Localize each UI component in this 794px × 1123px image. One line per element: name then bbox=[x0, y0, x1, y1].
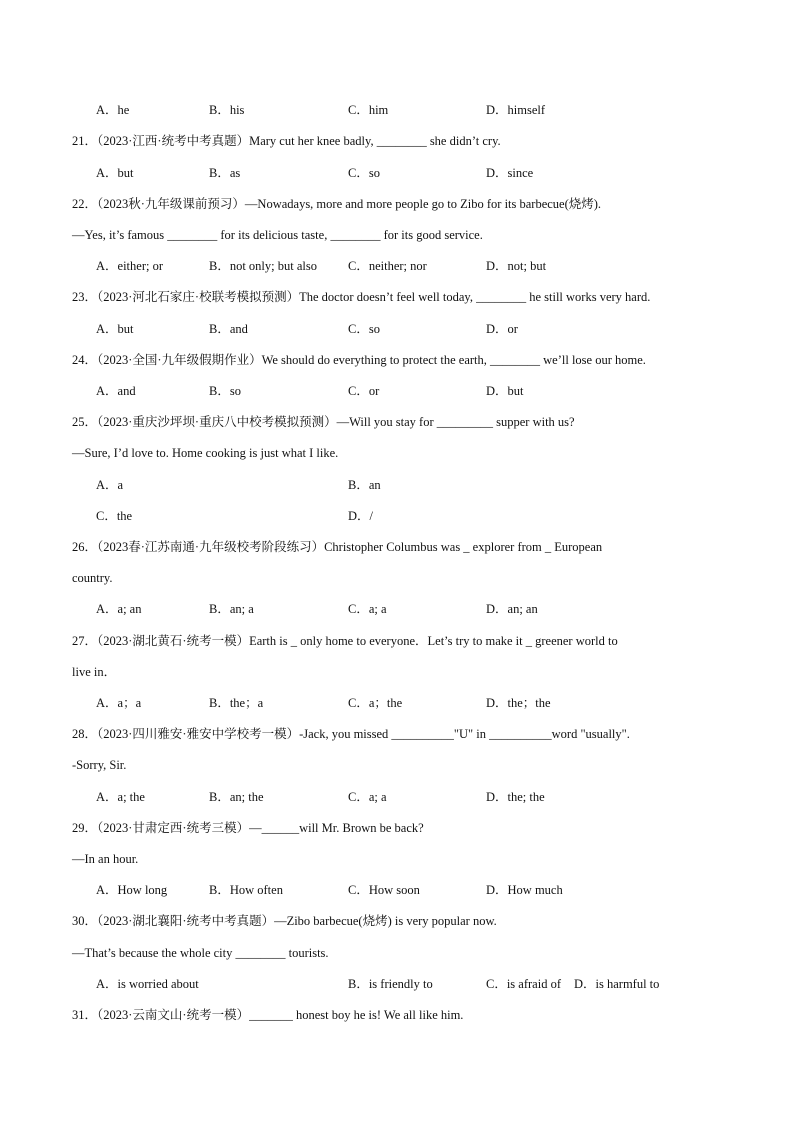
option-d: D．is harmful to bbox=[574, 977, 660, 991]
option-a: A．is worried about bbox=[96, 977, 199, 991]
question-30-reply: —That’s because the whole city ________ tourists. bbox=[72, 946, 329, 960]
option-d: D．not; but bbox=[486, 259, 547, 273]
option-c: C．is afraid of bbox=[486, 977, 561, 991]
option-b: B．an; a bbox=[209, 602, 254, 616]
option-d: D．How much bbox=[486, 883, 563, 897]
option-b: B．and bbox=[209, 322, 248, 336]
option-b: B．How often bbox=[209, 883, 283, 897]
option-d: D．an; an bbox=[486, 602, 538, 616]
option-d: D．himself bbox=[486, 103, 546, 117]
option-c: C．or bbox=[348, 384, 380, 398]
option-a: A．but bbox=[96, 166, 134, 180]
option-b: B．so bbox=[209, 384, 241, 398]
question-27-stem: 27．（2023·湖北黄石·统考一模）Earth is _ only home to everyone．Let’s try to make it _ greener world to bbox=[72, 634, 618, 648]
question-25-reply: —Sure, I’d love to. Home cooking is just what I like. bbox=[72, 446, 339, 460]
option-b: B．the；a bbox=[209, 696, 264, 710]
question-29-reply: —In an hour. bbox=[72, 852, 139, 866]
question-21-stem: 21．（2023·江西·统考中考真题）Mary cut her knee badly, ________ she didn’t cry. bbox=[72, 134, 501, 148]
option-a: A．a; an bbox=[96, 602, 142, 616]
option-c: C．neither; nor bbox=[348, 259, 427, 273]
option-c: C．so bbox=[348, 166, 380, 180]
option-a: A．a; the bbox=[96, 790, 145, 804]
question-26-stem-cont: country. bbox=[72, 571, 113, 585]
option-a: A．but bbox=[96, 322, 134, 336]
option-c: C．him bbox=[348, 103, 389, 117]
question-29-stem: 29．（2023·甘肃定西·统考三模）—______will Mr. Brown be back? bbox=[72, 821, 424, 835]
option-a: A．a bbox=[96, 478, 124, 492]
option-c: C．a; a bbox=[348, 790, 387, 804]
option-c: C．a；the bbox=[348, 696, 403, 710]
question-23-stem: 23．（2023·河北石家庄·校联考模拟预测）The doctor doesn’t feel well today, ________ he still works very hard. bbox=[72, 290, 651, 304]
question-28-reply: -Sorry, Sir. bbox=[72, 758, 127, 772]
option-b: B．as bbox=[209, 166, 241, 180]
option-a: A．either; or bbox=[96, 259, 163, 273]
option-d: D．since bbox=[486, 166, 534, 180]
option-d: D．but bbox=[486, 384, 524, 398]
question-31-stem: 31．（2023·云南文山·统考一模）_______ honest boy he is! We all like him. bbox=[72, 1008, 464, 1022]
option-a: A．he bbox=[96, 103, 130, 117]
option-c: C．so bbox=[348, 322, 380, 336]
option-a: A．a；a bbox=[96, 696, 142, 710]
option-d: D．or bbox=[486, 322, 518, 336]
question-28-stem: 28．（2023·四川雅安·雅安中学校考一模）-Jack, you missed __________"U" in __________word "usually". bbox=[72, 727, 630, 741]
option-b: B．is friendly to bbox=[348, 977, 433, 991]
option-b: B．an bbox=[348, 478, 381, 492]
question-22-stem: 22．（2023秋·九年级课前预习）—Nowadays, more and more people go to Zibo for its barbecue(烧烤). bbox=[72, 197, 602, 211]
question-24-stem: 24．（2023·全国·九年级假期作业）We should do everything to protect the earth, ________ we’ll lose our home. bbox=[72, 353, 646, 367]
option-b: B．his bbox=[209, 103, 245, 117]
question-25-stem: 25．（2023·重庆沙坪坝·重庆八中校考模拟预测）—Will you stay for _________ supper with us? bbox=[72, 415, 575, 429]
option-b: B．an; the bbox=[209, 790, 264, 804]
question-26-stem: 26．（2023春·江苏南通·九年级校考阶段练习）Christopher Columbus was _ explorer from _ European bbox=[72, 540, 603, 554]
question-27-stem-cont: live in． bbox=[72, 665, 117, 679]
option-d: D．/ bbox=[348, 509, 374, 523]
option-c: C．a; a bbox=[348, 602, 387, 616]
option-c: C．the bbox=[96, 509, 133, 523]
option-c: C．How soon bbox=[348, 883, 420, 897]
option-d: D．the；the bbox=[486, 696, 551, 710]
question-22-reply: —Yes, it’s famous ________ for its delicious taste, ________ for its good service. bbox=[72, 228, 483, 242]
option-b: B．not only; but also bbox=[209, 259, 317, 273]
option-a: A．How long bbox=[96, 883, 168, 897]
option-a: A．and bbox=[96, 384, 136, 398]
option-d: D．the; the bbox=[486, 790, 545, 804]
question-30-stem: 30．（2023·湖北襄阳·统考中考真题）—Zibo barbecue(烧烤) is very popular now. bbox=[72, 914, 497, 928]
